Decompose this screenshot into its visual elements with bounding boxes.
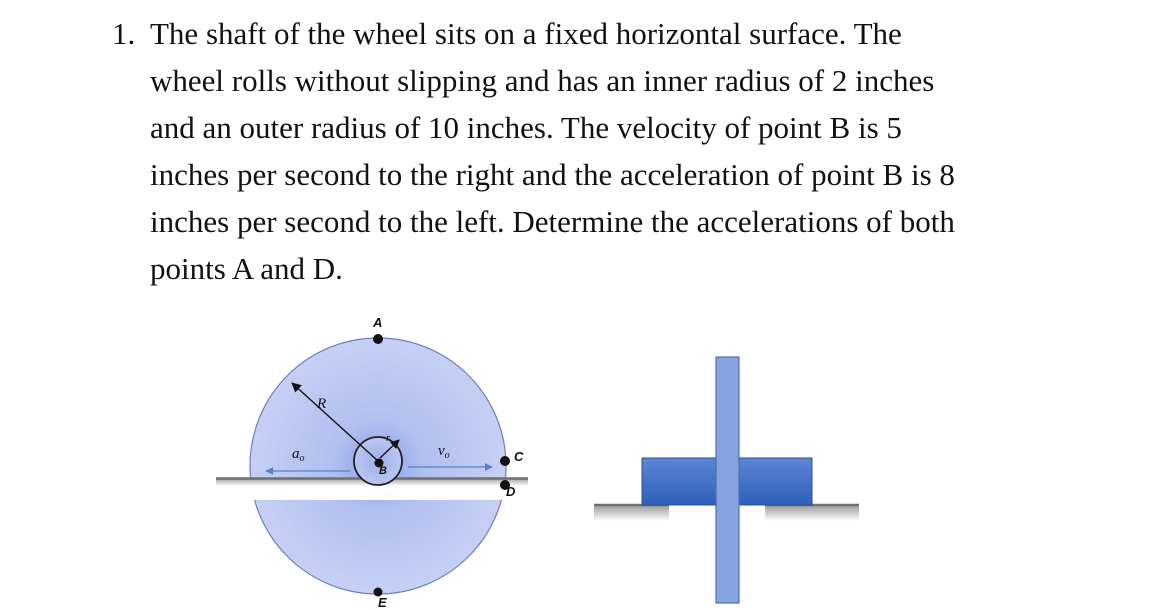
problem-line-1: 1. The shaft of the wheel sits on a fixed horizontal surface. The [112, 10, 1072, 57]
side-ground-right [765, 505, 859, 521]
wheel-front-view [216, 315, 528, 610]
velocity-label: $v_o$ [438, 443, 450, 461]
side-wheel-disc [716, 357, 739, 603]
point-a-label: A [373, 315, 383, 330]
problem-line-4: inches per second to the right and the acceleration of point B is 8 [150, 157, 955, 192]
problem-line-2: wheel rolls without slipping and has an inner radius of 2 inches [150, 63, 935, 98]
point-d-label: D [506, 484, 516, 499]
problem-line-6: points A and D. [150, 251, 343, 286]
acceleration-label: $a_o$ [292, 446, 305, 464]
radius-outer-label: R [317, 396, 327, 412]
problem-line-3: and an outer radius of 10 inches. The velocity of point B is 5 [150, 110, 902, 145]
problem-number: 1. [112, 16, 136, 51]
wheel-side-view [594, 357, 859, 603]
point-c-dot [500, 456, 510, 466]
point-a-dot [373, 334, 383, 344]
side-ground-left [594, 505, 669, 521]
radius-inner-label: r [386, 432, 391, 444]
point-b-label: B [379, 465, 387, 477]
point-c-label: C [514, 449, 524, 464]
point-e-label: E [378, 595, 387, 610]
problem-line-5: inches per second to the left. Determine the accelerations of both [150, 204, 955, 239]
